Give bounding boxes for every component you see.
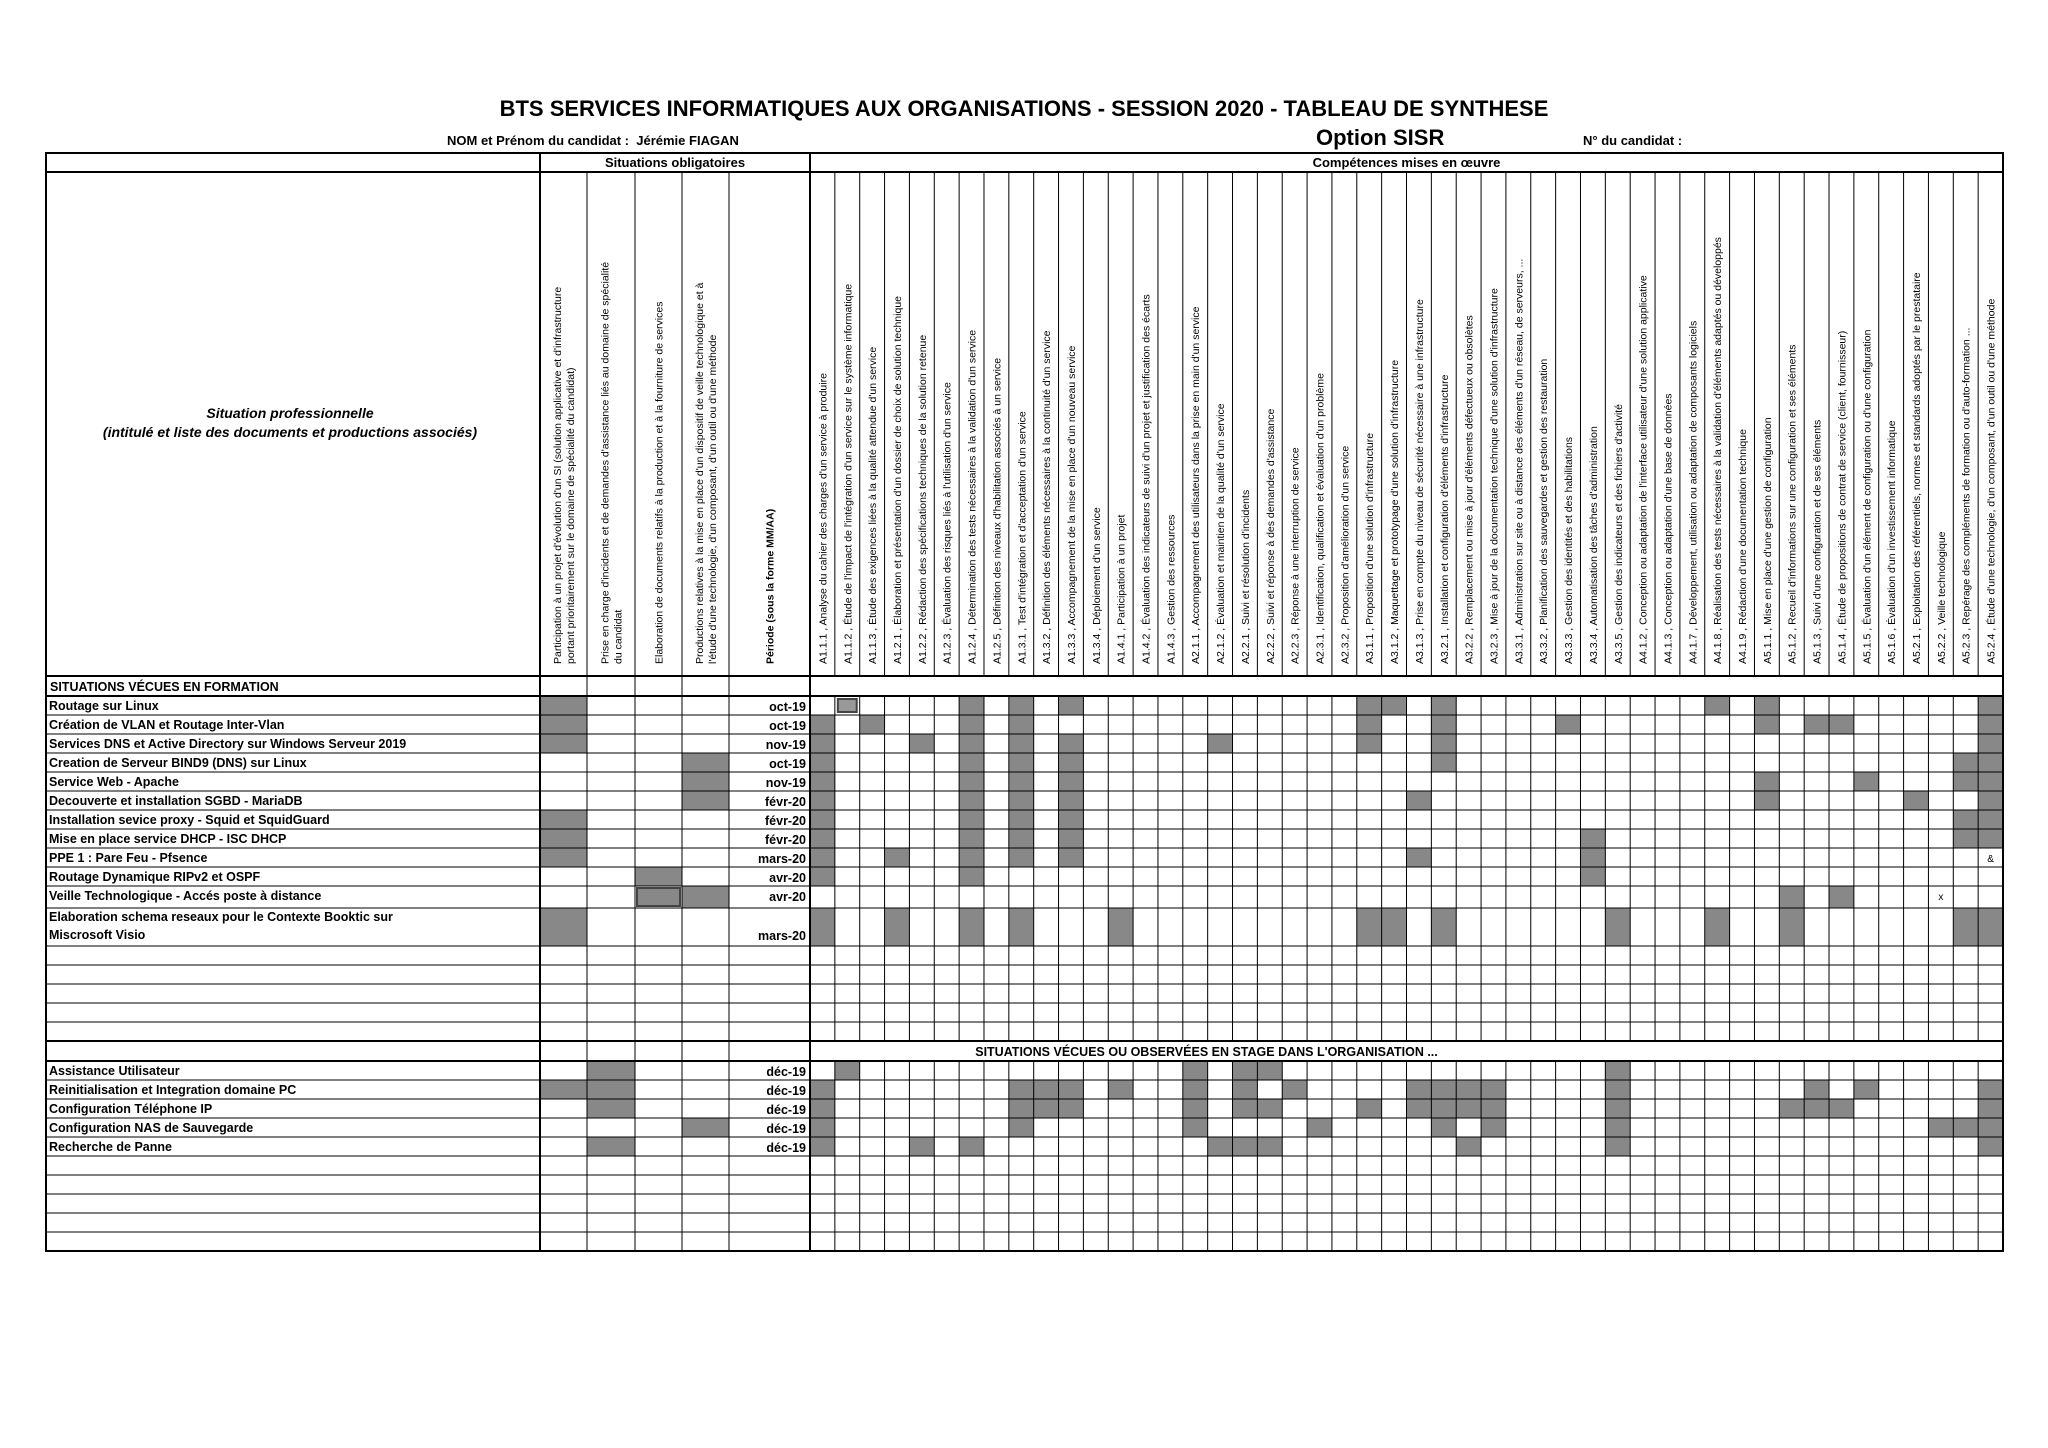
section-formation: SITUATIONS VÉCUES EN FORMATION bbox=[50, 680, 279, 694]
period-header: Période (sous la forme MM/AA) bbox=[764, 508, 777, 664]
competence-mark bbox=[1928, 1118, 1953, 1137]
competence-mark bbox=[1282, 1080, 1307, 1099]
competence-mark bbox=[1829, 1099, 1854, 1118]
situation-name: Recherche de Panne bbox=[49, 1140, 172, 1154]
obligatory-header: Elaboration de documents relatifs à la production et à la fourniture de services bbox=[653, 301, 666, 664]
competence-label: A1.2.4 , Détermination des tests nécessaires à la validation d'un service bbox=[966, 329, 979, 664]
competence-label: A5.1.6 , Évaluation d'un investissement informatique bbox=[1886, 420, 1899, 664]
obligatory-mark bbox=[682, 1118, 729, 1137]
competence-mark bbox=[1829, 715, 1854, 734]
competence-label: A3.3.1 , Administration sur site ou à distance des éléments d'un réseau, de serveurs, ... bbox=[1513, 258, 1526, 664]
competence-label: A2.1.2 , Évaluation et maintien de la qualité d'un service bbox=[1215, 403, 1228, 664]
competence-label: A2.1.1 , Accompagnement des utilisateurs dans la prise en main d'un service bbox=[1190, 306, 1203, 664]
competence-mark bbox=[1978, 791, 2003, 810]
competence-mark bbox=[1009, 908, 1034, 946]
competence-mark bbox=[1431, 1080, 1456, 1099]
competence-mark bbox=[1382, 908, 1407, 946]
obligatory-header: Participation à un projet d'évolution d'un SI (solution applicative et d'infrastructure bbox=[552, 286, 564, 664]
period-value: nov-19 bbox=[765, 738, 806, 752]
competence-mark bbox=[1257, 1137, 1282, 1156]
obligatory-mark bbox=[540, 715, 587, 734]
competence-mark bbox=[1059, 810, 1084, 829]
obligatory-header: Productions relatives à la mise en place d'un dispositif de veille technologique et à bbox=[694, 282, 706, 664]
competence-mark bbox=[1978, 1118, 2003, 1137]
competence-label: A1.1.3 , Étude des exigences liées à la qualité attendue d'un service bbox=[867, 346, 880, 664]
obligatory-mark bbox=[587, 1061, 635, 1080]
competence-mark bbox=[1407, 1099, 1432, 1118]
competence-label: A5.1.3 , Suivi d'une configuration et de ses éléments bbox=[1811, 419, 1824, 664]
competence-mark bbox=[1009, 848, 1034, 867]
competence-mark bbox=[1009, 1118, 1034, 1137]
obligatory-mark bbox=[682, 772, 729, 791]
competence-mark bbox=[1456, 1080, 1481, 1099]
competence-mark bbox=[1978, 1080, 2003, 1099]
competence-mark bbox=[1978, 1137, 2003, 1156]
competence-mark bbox=[1605, 1118, 1630, 1137]
situation-name: PPE 1 : Pare Feu - Pfsence bbox=[49, 851, 208, 865]
competence-mark bbox=[1059, 848, 1084, 867]
document-title: BTS SERVICES INFORMATIQUES AUX ORGANISATIONS - SESSION 2020 - TABLEAU DE SYNTHESE bbox=[499, 96, 1549, 121]
competence-mark bbox=[1407, 848, 1432, 867]
competence-mark bbox=[1580, 867, 1605, 886]
competence-mark bbox=[1009, 715, 1034, 734]
competence-mark bbox=[1978, 1099, 2003, 1118]
competence-mark bbox=[909, 1137, 934, 1156]
competence-mark bbox=[1357, 715, 1382, 734]
competence-mark bbox=[1904, 791, 1929, 810]
competences-header: Compétences mises en œuvre bbox=[1312, 155, 1501, 170]
competence-mark bbox=[810, 1080, 835, 1099]
competence-label: A3.2.1 , Installation et configuration d'éléments d'infrastructure bbox=[1438, 374, 1451, 664]
competence-mark bbox=[1754, 696, 1779, 715]
competence-label: A1.4.1 , Participation à un projet bbox=[1115, 514, 1128, 664]
competence-label: A1.2.1 , Élaboration et présentation d'un dossier de choix de solution technique bbox=[891, 295, 904, 664]
competence-mark bbox=[1009, 810, 1034, 829]
obligatory-mark bbox=[587, 1080, 635, 1099]
competence-mark bbox=[1456, 1099, 1481, 1118]
competence-label: A4.1.3 , Conception ou adaptation d'une base de données bbox=[1662, 393, 1675, 664]
period-value: févr-20 bbox=[765, 814, 806, 828]
competence-label: A1.2.3 , Évaluation des risques liés à l'utilisation d'un service bbox=[941, 382, 954, 664]
competence-mark bbox=[1978, 908, 2003, 946]
situation-pro-title: Situation professionnelle bbox=[206, 405, 374, 421]
competence-mark bbox=[1779, 886, 1804, 908]
competence-label: A2.3.2 , Proposition d'amélioration d'un service bbox=[1339, 445, 1352, 664]
competence-mark bbox=[1059, 1080, 1084, 1099]
competence-mark bbox=[959, 753, 984, 772]
competence-mark bbox=[1556, 715, 1581, 734]
competence-mark bbox=[1953, 753, 1978, 772]
competence-mark bbox=[1481, 1080, 1506, 1099]
obligatory-mark bbox=[540, 810, 587, 829]
competence-mark bbox=[1257, 1099, 1282, 1118]
competence-label: A5.2.4 , Étude d'une technologie, d'un composant, d'un outil ou d'une méthode bbox=[1985, 298, 1998, 664]
competence-mark bbox=[1580, 848, 1605, 867]
competence-mark bbox=[1953, 829, 1978, 848]
competence-mark bbox=[1009, 829, 1034, 848]
competence-mark bbox=[1978, 753, 2003, 772]
competence-mark bbox=[1705, 908, 1730, 946]
competence-mark bbox=[1705, 696, 1730, 715]
competence-mark bbox=[1009, 696, 1034, 715]
competence-label: A1.2.5 , Définition des niveaux d'habilitation associés à un service bbox=[991, 357, 1004, 664]
competence-mark bbox=[810, 829, 835, 848]
competence-mark bbox=[1059, 829, 1084, 848]
period-value: févr-20 bbox=[765, 795, 806, 809]
situation-name: Service Web - Apache bbox=[49, 775, 179, 789]
competence-mark bbox=[810, 1137, 835, 1156]
competence-mark bbox=[1382, 696, 1407, 715]
competence-label: A5.2.3 , Repérage des compléments de formation ou d'auto-formation ... bbox=[1960, 327, 1973, 664]
competence-mark bbox=[1953, 1118, 1978, 1137]
situation-pro-subtitle: (intitulé et liste des documents et productions associés) bbox=[102, 424, 478, 440]
competence-mark bbox=[1009, 791, 1034, 810]
competence-mark bbox=[810, 848, 835, 867]
competence-mark bbox=[810, 908, 835, 946]
competence-mark bbox=[1431, 734, 1456, 753]
period-value: avr-20 bbox=[769, 890, 806, 904]
competence-mark bbox=[959, 791, 984, 810]
situation-name: Installation sevice proxy - Squid et SquidGuard bbox=[49, 813, 330, 827]
competence-label: A3.3.3 , Gestion des identités et des habilitations bbox=[1563, 436, 1576, 664]
competence-label: A3.2.3 , Mise à jour de la documentation technique d'une solution d'infrastructure bbox=[1488, 288, 1501, 664]
competence-label: A4.1.7 , Développement, utilisation ou adaptation de composants logiciels bbox=[1687, 320, 1700, 664]
candidate-name: Jérémie FIAGAN bbox=[636, 133, 739, 148]
competence-mark bbox=[959, 696, 984, 715]
period-value: déc-19 bbox=[766, 1141, 806, 1155]
competence-mark bbox=[1431, 908, 1456, 946]
competence-mark bbox=[810, 810, 835, 829]
competence-mark bbox=[1233, 1137, 1258, 1156]
competence-mark bbox=[1953, 772, 1978, 791]
competence-mark bbox=[885, 908, 910, 946]
situation-name: Assistance Utilisateur bbox=[49, 1064, 180, 1078]
competence-mark bbox=[1754, 791, 1779, 810]
competence-mark bbox=[860, 715, 885, 734]
competence-mark bbox=[1804, 1080, 1829, 1099]
period-value: nov-19 bbox=[765, 776, 806, 790]
competence-mark bbox=[810, 1118, 835, 1137]
selected-competence-mark bbox=[838, 699, 857, 712]
competence-mark bbox=[1009, 772, 1034, 791]
obligatory-mark bbox=[540, 848, 587, 867]
obligatory-header: portant prioritairement sur le domaine de spécialité du candidat) bbox=[565, 367, 577, 664]
competence-label: A5.2.2 , Veille technologique bbox=[1935, 531, 1948, 664]
competence-mark bbox=[1754, 715, 1779, 734]
competence-mark bbox=[1183, 1118, 1208, 1137]
situation-name: Mise en place service DHCP - ISC DHCP bbox=[49, 832, 287, 846]
competence-mark bbox=[959, 1137, 984, 1156]
competence-mark bbox=[1978, 810, 2003, 829]
cell-mark: & bbox=[1987, 854, 1994, 865]
competence-mark bbox=[1407, 791, 1432, 810]
competence-label: A2.2.2 , Suivi et réponse à des demandes d'assistance bbox=[1264, 408, 1277, 664]
period-value: oct-19 bbox=[769, 757, 806, 771]
period-value: oct-19 bbox=[769, 719, 806, 733]
competence-mark bbox=[1779, 908, 1804, 946]
competence-mark bbox=[1059, 791, 1084, 810]
competence-label: A2.2.3 , Réponse à une interruption de service bbox=[1289, 447, 1302, 664]
competence-mark bbox=[1953, 810, 1978, 829]
competence-mark bbox=[1978, 772, 2003, 791]
competence-mark bbox=[810, 867, 835, 886]
competence-label: A4.1.9 , Rédaction d'une documentation technique bbox=[1737, 429, 1750, 664]
competence-label: A1.4.2 , Évaluation des indicateurs de suivi d'un projet et justification des écarts bbox=[1140, 294, 1153, 664]
competence-mark bbox=[959, 848, 984, 867]
period-value: déc-19 bbox=[766, 1084, 806, 1098]
obligatory-mark bbox=[587, 1137, 635, 1156]
situation-name: Elaboration schema reseaux pour le Contexte Booktic sur bbox=[49, 910, 393, 924]
situation-name: Services DNS et Active Directory sur Windows Serveur 2019 bbox=[49, 737, 407, 751]
competence-mark bbox=[1208, 1137, 1233, 1156]
competence-mark bbox=[1357, 1099, 1382, 1118]
competence-mark bbox=[1431, 1099, 1456, 1118]
candidate-number-label: N° du candidat : bbox=[1583, 133, 1683, 148]
competence-mark bbox=[1009, 1099, 1034, 1118]
competence-mark bbox=[810, 791, 835, 810]
situations-header: Situations obligatoires bbox=[604, 155, 746, 170]
cell-mark: x bbox=[1938, 892, 1944, 903]
competence-label: A5.1.5 , Évaluation d'un élément de configuration ou d'une configuration bbox=[1861, 329, 1874, 664]
obligatory-header: l'étude d'une technologie, d'un composant, d'un outil ou d'une méthode bbox=[707, 334, 719, 664]
competence-mark bbox=[1779, 1099, 1804, 1118]
situation-name: Miscrosoft Visio bbox=[49, 928, 146, 942]
situation-name: Configuration Téléphone IP bbox=[49, 1102, 213, 1116]
competence-mark bbox=[1605, 908, 1630, 946]
period-value: oct-19 bbox=[769, 700, 806, 714]
competence-mark bbox=[1183, 1099, 1208, 1118]
competence-mark bbox=[885, 848, 910, 867]
obligatory-mark bbox=[540, 1080, 587, 1099]
competence-mark bbox=[1431, 753, 1456, 772]
competence-label: A4.1.8 , Réalisation des tests nécessaires à la validation d'éléments adaptés ou développés bbox=[1712, 237, 1725, 664]
competence-label: A1.1.2 , Étude de l'impact de l'intégration d'un service sur le système informatique bbox=[842, 283, 855, 664]
competence-mark bbox=[1034, 1099, 1059, 1118]
competence-mark bbox=[1059, 734, 1084, 753]
competence-mark bbox=[959, 715, 984, 734]
competence-mark bbox=[959, 734, 984, 753]
competence-mark bbox=[1978, 715, 2003, 734]
competence-mark bbox=[1978, 734, 2003, 753]
competence-mark bbox=[1208, 734, 1233, 753]
competence-label: A1.4.3 , Gestion des ressources bbox=[1165, 514, 1178, 664]
competence-label: A3.1.3 , Prise en compte du niveau de sécurité nécessaire à une infrastructure bbox=[1413, 299, 1426, 664]
competence-mark bbox=[810, 772, 835, 791]
competence-label: A1.3.2 , Définition des éléments nécessaires à la continuité d'un service bbox=[1041, 330, 1054, 664]
competence-label: A3.3.5 , Gestion des indicateurs et des fichiers d'activité bbox=[1612, 404, 1625, 664]
competence-label: A3.1.2 , Maquettage et prototypage d'une solution d'infrastructure bbox=[1389, 359, 1402, 664]
situation-name: Configuration NAS de Sauvegarde bbox=[49, 1121, 254, 1135]
competence-mark bbox=[1009, 753, 1034, 772]
competence-mark bbox=[1804, 715, 1829, 734]
competence-label: A1.3.3 , Accompagnement de la mise en place d'un nouveau service bbox=[1065, 345, 1078, 664]
competence-label: A1.3.1 , Test d'intégration et d'acceptation d'un service bbox=[1016, 411, 1029, 664]
competence-mark bbox=[1034, 1080, 1059, 1099]
competence-label: A1.3.4 , Déploiement d'un service bbox=[1090, 507, 1103, 664]
competence-mark bbox=[1183, 1080, 1208, 1099]
competence-mark bbox=[1059, 1099, 1084, 1118]
competence-label: A3.3.4 , Automatisation des tâches d'administration bbox=[1587, 426, 1600, 664]
competence-mark bbox=[810, 734, 835, 753]
obligatory-mark bbox=[540, 734, 587, 753]
competence-label: A3.1.1 , Proposition d'une solution d'infrastructure bbox=[1364, 432, 1377, 664]
competence-mark bbox=[959, 908, 984, 946]
competence-mark bbox=[1431, 715, 1456, 734]
competence-mark bbox=[1953, 908, 1978, 946]
competence-mark bbox=[1183, 1061, 1208, 1080]
obligatory-mark bbox=[635, 867, 682, 886]
obligatory-mark bbox=[682, 791, 729, 810]
obligatory-mark bbox=[540, 829, 587, 848]
competence-mark bbox=[1108, 1080, 1133, 1099]
competence-mark bbox=[1059, 696, 1084, 715]
situation-name: Reinitialisation et Integration domaine PC bbox=[49, 1083, 297, 1097]
period-value: févr-20 bbox=[765, 833, 806, 847]
competence-label: A1.1.1 , Analyse du cahier des charges d'un service à produire bbox=[817, 373, 830, 664]
competence-mark bbox=[1357, 734, 1382, 753]
competence-mark bbox=[1804, 1099, 1829, 1118]
situation-name: Routage sur Linux bbox=[49, 699, 159, 713]
competence-mark bbox=[810, 1099, 835, 1118]
competence-label: A5.1.2 , Recueil d'informations sur une configuration et ses éléments bbox=[1786, 344, 1799, 664]
situation-name: Routage Dynamique RIPv2 et OSPF bbox=[49, 870, 261, 884]
competence-mark bbox=[1854, 1080, 1879, 1099]
candidate-label: NOM et Prénom du candidat : bbox=[447, 133, 630, 148]
competence-mark bbox=[1431, 696, 1456, 715]
competence-mark bbox=[1431, 1118, 1456, 1137]
competence-mark bbox=[1357, 696, 1382, 715]
competence-mark bbox=[1605, 1099, 1630, 1118]
obligatory-mark bbox=[540, 908, 587, 946]
competence-label: A4.1.2 , Conception ou adaptation de l'interface utilisateur d'une solution applicative bbox=[1637, 275, 1650, 664]
competence-label: A2.2.1 , Suivi et résolution d'incidents bbox=[1239, 489, 1252, 664]
obligatory-mark bbox=[682, 886, 729, 908]
competence-mark bbox=[1233, 1099, 1258, 1118]
competence-label: A5.2.1 , Exploitation des référentiels, normes et standards adoptés par le prestataire bbox=[1911, 272, 1924, 664]
competence-mark bbox=[1854, 772, 1879, 791]
situation-name: Creation de Serveur BIND9 (DNS) sur Linux bbox=[49, 756, 307, 770]
obligatory-mark bbox=[682, 753, 729, 772]
competence-mark bbox=[1059, 772, 1084, 791]
competence-mark bbox=[959, 810, 984, 829]
situation-name: Création de VLAN et Routage Inter-Vlan bbox=[49, 718, 285, 732]
competence-mark bbox=[1307, 1118, 1332, 1137]
situation-name: Decouverte et installation SGBD - MariaDB bbox=[49, 794, 303, 808]
competence-mark bbox=[1481, 1118, 1506, 1137]
period-value: avr-20 bbox=[769, 871, 806, 885]
competence-mark bbox=[959, 867, 984, 886]
competence-mark bbox=[1605, 1080, 1630, 1099]
competence-label: A5.1.1 , Mise en place d'une gestion de configuration bbox=[1761, 417, 1774, 664]
competence-mark bbox=[959, 772, 984, 791]
competence-mark bbox=[810, 753, 835, 772]
competence-mark bbox=[1257, 1061, 1282, 1080]
competence-mark bbox=[1605, 1061, 1630, 1080]
competence-mark bbox=[1481, 1099, 1506, 1118]
competence-mark bbox=[1978, 696, 2003, 715]
competence-mark bbox=[1407, 1080, 1432, 1099]
competence-mark bbox=[1009, 1080, 1034, 1099]
period-value: déc-19 bbox=[766, 1103, 806, 1117]
competence-mark bbox=[1456, 1137, 1481, 1156]
period-value: déc-19 bbox=[766, 1122, 806, 1136]
period-value: mars-20 bbox=[758, 852, 806, 866]
competence-mark bbox=[835, 1061, 860, 1080]
period-value: déc-19 bbox=[766, 1065, 806, 1079]
obligatory-header: Prise en charge d'incidents et de demandes d'assistance liés au domaine de spécialité bbox=[599, 261, 612, 664]
competence-mark bbox=[810, 715, 835, 734]
competence-label: A5.1.4 , Étude de propositions de contrat de service (client, fournisseur) bbox=[1836, 330, 1849, 664]
competence-mark bbox=[1605, 1137, 1630, 1156]
competence-label: A3.3.2 , Planification des sauvegardes et gestion des restauration bbox=[1538, 358, 1551, 664]
competence-mark bbox=[1754, 772, 1779, 791]
competence-mark bbox=[1233, 1061, 1258, 1080]
competence-mark bbox=[1357, 908, 1382, 946]
competence-mark bbox=[1233, 1080, 1258, 1099]
competence-mark bbox=[1580, 829, 1605, 848]
competence-mark bbox=[1059, 753, 1084, 772]
obligatory-header: du candidat bbox=[612, 609, 625, 664]
competence-mark bbox=[1108, 908, 1133, 946]
obligatory-mark bbox=[637, 888, 680, 906]
competence-label: A2.3.1 , Identification, qualification et évaluation d'un problème bbox=[1314, 373, 1327, 664]
obligatory-mark bbox=[540, 696, 587, 715]
competence-mark bbox=[1829, 886, 1854, 908]
option-label: Option SISR bbox=[1316, 125, 1445, 150]
competence-label: A1.2.2 , Rédaction des spécifications techniques de la solution retenue bbox=[916, 334, 929, 664]
competence-mark bbox=[959, 829, 984, 848]
competence-mark bbox=[909, 734, 934, 753]
competence-mark bbox=[1009, 734, 1034, 753]
situation-name: Veille Technologique - Accés poste à distance bbox=[49, 889, 322, 903]
section-stage: SITUATIONS VÉCUES OU OBSERVÉES EN STAGE DANS L'ORGANISATION ... bbox=[975, 1045, 1438, 1059]
obligatory-mark bbox=[587, 1099, 635, 1118]
period-value: mars-20 bbox=[758, 929, 806, 943]
competence-mark bbox=[1978, 829, 2003, 848]
competence-label: A3.2.2 , Remplacement ou mise à jour d'éléments défectueux ou obsolètes bbox=[1463, 315, 1476, 664]
